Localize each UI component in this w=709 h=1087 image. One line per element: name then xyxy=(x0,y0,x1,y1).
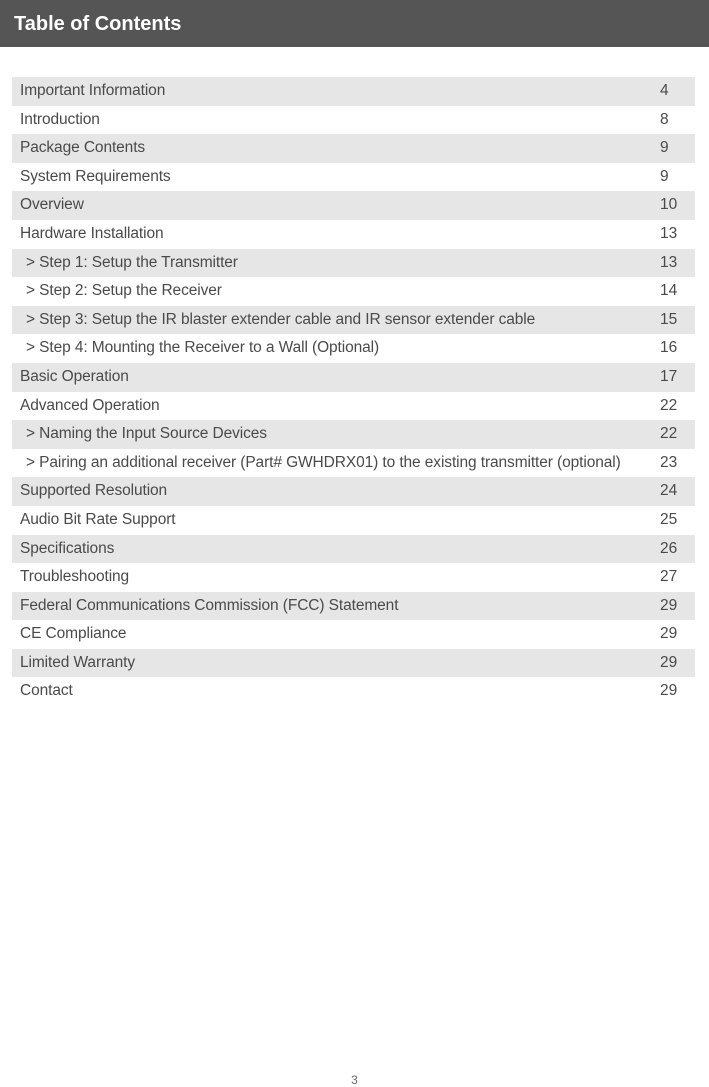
toc-entry-page: 23 xyxy=(660,453,678,471)
table-of-contents xyxy=(12,77,695,706)
page-title: Table of Contents xyxy=(14,13,182,35)
toc-entry-page: 9 xyxy=(660,167,669,185)
toc-entry-page: 22 xyxy=(660,396,678,414)
toc-entry-page: 27 xyxy=(660,568,678,586)
toc-entry-title: Limited Warranty xyxy=(20,653,135,671)
toc-entry-page: 13 xyxy=(660,224,678,242)
toc-entry-page: 9 xyxy=(660,139,669,157)
toc-entry-page: 29 xyxy=(660,682,678,700)
toc-entry-title: Federal Communications Commission (FCC) Statement xyxy=(20,596,399,614)
toc-entry-page: 17 xyxy=(660,367,678,385)
toc-entry-title: > Naming the Input Source Devices xyxy=(26,425,267,443)
toc-entry-title: CE Compliance xyxy=(20,625,127,643)
toc-entry[interactable] xyxy=(12,477,695,506)
toc-entry-title: Contact xyxy=(20,682,73,700)
toc-entry-title: Overview xyxy=(20,196,84,214)
toc-entry-page: 26 xyxy=(660,539,678,557)
toc-entry-title: Audio Bit Rate Support xyxy=(20,510,176,528)
toc-entry[interactable] xyxy=(12,134,695,163)
toc-entry-page: 10 xyxy=(660,196,678,214)
toc-subentry[interactable] xyxy=(12,420,695,449)
toc-entry[interactable] xyxy=(12,77,695,106)
toc-entry-title: Hardware Installation xyxy=(20,224,164,242)
toc-entry[interactable] xyxy=(12,106,695,135)
toc-entry-page: 29 xyxy=(660,653,678,671)
toc-entry-page: 29 xyxy=(660,625,678,643)
toc-entry-page: 25 xyxy=(660,510,678,528)
toc-subentry[interactable] xyxy=(12,277,695,306)
toc-entry[interactable] xyxy=(12,620,695,649)
toc-entry-page: 8 xyxy=(660,110,669,128)
toc-entry-title: Basic Operation xyxy=(20,367,129,385)
toc-entry-page: 29 xyxy=(660,596,678,614)
toc-entry[interactable] xyxy=(12,535,695,564)
toc-entry-title: > Step 4: Mounting the Receiver to a Wall (Optional) xyxy=(26,339,380,357)
toc-entry-page: 13 xyxy=(660,253,678,271)
toc-entry-title: > Step 3: Setup the IR blaster extender cable and IR sensor extender cable xyxy=(26,310,536,328)
page-number: 3 xyxy=(351,1073,358,1087)
toc-entry-title: > Step 1: Setup the Transmitter xyxy=(26,253,238,271)
toc-subentry[interactable] xyxy=(12,334,695,363)
toc-subentry[interactable] xyxy=(12,306,695,335)
toc-entry[interactable] xyxy=(12,506,695,535)
toc-entry-title: Supported Resolution xyxy=(20,482,168,500)
toc-entry[interactable] xyxy=(12,191,695,220)
toc-entry[interactable] xyxy=(12,392,695,421)
toc-entry-page: 14 xyxy=(660,282,678,300)
toc-entry-title: Advanced Operation xyxy=(20,396,160,414)
toc-entry-page: 4 xyxy=(660,82,669,99)
toc-entry-title: Specifications xyxy=(20,539,115,557)
toc-entry[interactable] xyxy=(12,592,695,621)
toc-entry-page: 16 xyxy=(660,339,678,357)
toc-entry-title: Important Information xyxy=(20,82,166,99)
toc-entry-title: Introduction xyxy=(20,110,100,128)
toc-entry-page: 24 xyxy=(660,482,678,500)
toc-entry-page: 22 xyxy=(660,425,678,443)
toc-entry[interactable] xyxy=(12,363,695,392)
toc-entry-title: Package Contents xyxy=(20,139,146,157)
toc-subentry[interactable] xyxy=(12,249,695,278)
toc-entry[interactable] xyxy=(12,563,695,592)
toc-entry[interactable] xyxy=(12,649,695,678)
toc-entry-title: > Pairing an additional receiver (Part# GWHDRX01) to the existing transmitter (optional) xyxy=(26,453,621,471)
toc-entry-title: System Requirements xyxy=(20,167,171,185)
toc-subentry[interactable] xyxy=(12,449,695,478)
toc-entry[interactable] xyxy=(12,163,695,192)
toc-entry[interactable] xyxy=(12,220,695,249)
header-bar xyxy=(0,0,709,47)
toc-entry-title: > Step 2: Setup the Receiver xyxy=(26,282,222,300)
toc-entry-title: Troubleshooting xyxy=(20,568,130,586)
toc-entry[interactable] xyxy=(12,677,695,706)
toc-entry-page: 15 xyxy=(660,310,678,328)
